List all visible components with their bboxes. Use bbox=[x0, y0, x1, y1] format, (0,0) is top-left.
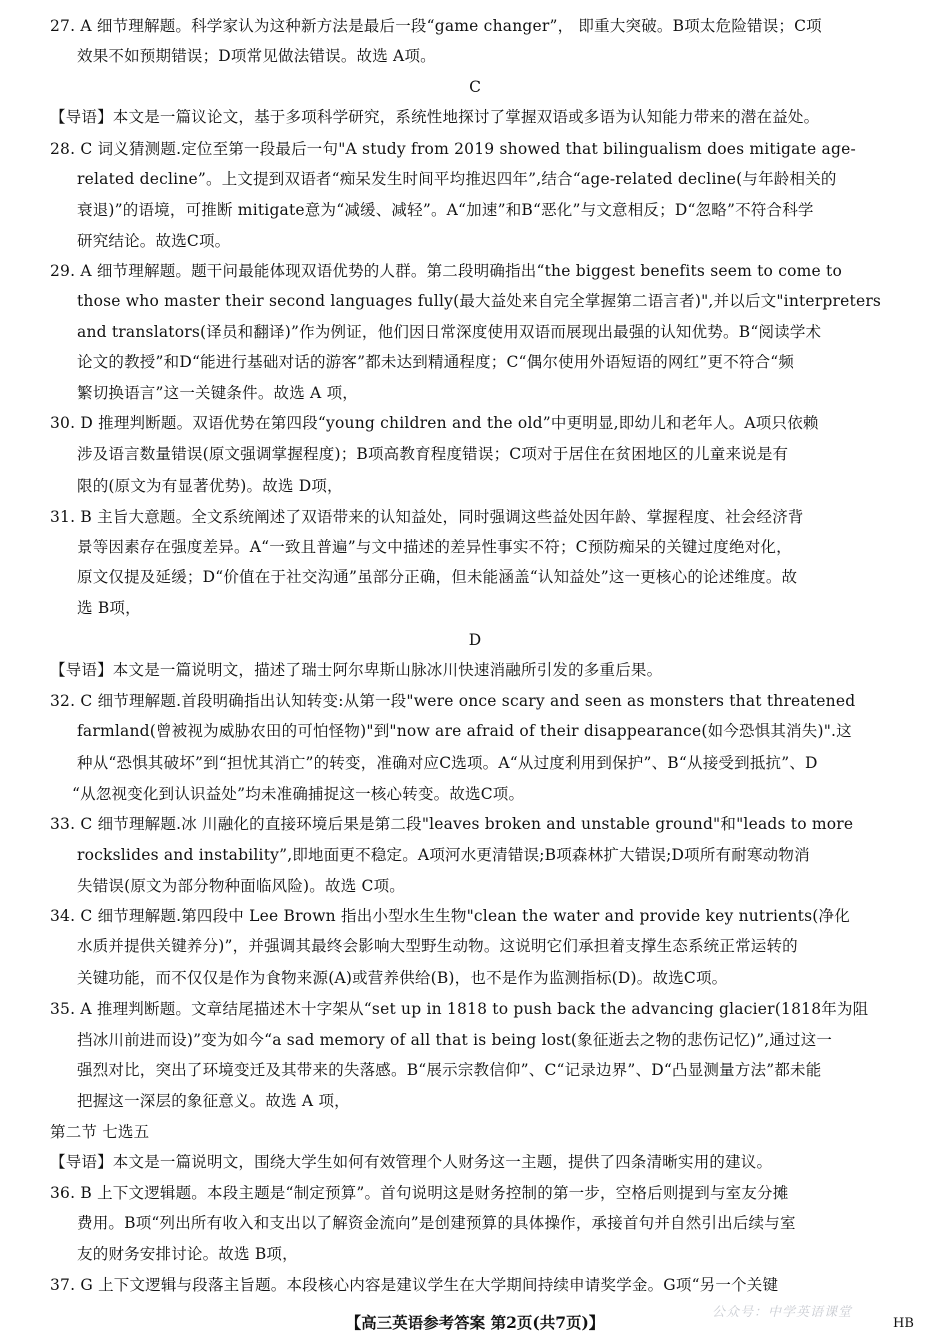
q31-line-2: 景等因素存在强度差异。A“一致且普遍”与文中描述的差异性事实不符；C预防痴呆的关键过度绝对化， bbox=[77, 538, 792, 556]
q30-line-3: 限的(原文为有显著优势)。故选 D项， bbox=[77, 477, 343, 495]
q28-line-3: 衰退)”的语境，可推断 mitigate意为“减缓、减轻”。A“加速”和B“恶化”与文意相反；D“忽略”不符合科学 bbox=[77, 201, 814, 219]
q31-line-4: 选 B项， bbox=[77, 599, 141, 617]
q29-line-1: 29. A 细节理解题。题干问最能体现双语优势的人群。第二段明确指出“the biggest benefits seem to come to bbox=[50, 262, 842, 280]
q28-line-2: related decline”。上文提到双语者“痴呆发生时间平均推迟四年”,结合“age-related decline(与年龄相关的 bbox=[77, 170, 837, 188]
q32-line-2: farmland(曾被视为威胁农田的可怕怪物)"到"now are afraid of their disappearance(如今恐惧其消失)".这 bbox=[77, 722, 852, 740]
seven-choose-five-intro: 【导语】本文是一篇说明文，围绕大学生如何有效管理个人财务这一主题，提供了四条清晰实用的建议。 bbox=[50, 1153, 773, 1171]
section-d-heading: D bbox=[468, 631, 482, 649]
q35-line-1: 35. A 推理判断题。文章结尾描述木十字架从“set up in 1818 to push back the advancing glacier(1818年为阻 bbox=[50, 1000, 869, 1018]
q28-line-4: 研究结论。故选C项。 bbox=[77, 232, 231, 250]
q37-line-1: 37. G 上下文逻辑与段落主旨题。本段核心内容是建议学生在大学期间持续申请奖学金。G项“另一个关键 bbox=[50, 1276, 779, 1294]
q34-line-2: 水质并提供关键养分)”，并强调其最终会影响大型野生动物。这说明它们承担着支撑生态系统正常运转的 bbox=[77, 937, 798, 955]
q29-line-4: 论文的教授”和D“能进行基础对话的游客”都未达到精通程度；C“偶尔使用外语短语的网红”更不符合“频 bbox=[77, 353, 795, 371]
q32-line-4: “从忽视变化到认识益处”均未准确捕捉这一核心转变。故选C项。 bbox=[72, 785, 525, 803]
q35-line-2: 挡冰川前进而设)”变为如今“a sad memory of all that is being lost(象征逝去之物的悲伤记忆)”,通过这一 bbox=[77, 1031, 833, 1049]
q34-line-3: 关键功能，而不仅仅是作为食物来源(A)或营养供给(B)，也不是作为监测指标(D)。故选C项。 bbox=[77, 969, 728, 987]
q27-line-2: 效果不如预期错误；D项常见做法错误。故选 A项。 bbox=[77, 47, 436, 65]
q33-line-2: rockslides and instability”,即地面更不稳定。A项河水更清错误;B项森林扩大错误;D项所有耐寒动物消 bbox=[77, 846, 810, 864]
section-two-heading: 第二节 七选五 bbox=[50, 1123, 150, 1141]
q36-line-2: 费用。B项“列出所有收入和支出以了解资金流向”是创建预算的具体操作，承接首句并自然引出后续与室 bbox=[77, 1214, 796, 1232]
watermark: 公众号：中学英语课堂 bbox=[712, 1305, 853, 1320]
page-footer: 【高三英语参考答案 第2页(共7页)】 bbox=[345, 1313, 605, 1332]
q31-line-1: 31. B 主旨大意题。全文系统阐述了双语带来的认知益处，同时强调这些益处因年龄、掌握程度、社会经济背 bbox=[50, 508, 804, 526]
section-c-heading: C bbox=[469, 78, 481, 96]
q32-line-1: 32. C 细节理解题.首段明确指出认知转变:从第一段"were once scary and seen as monsters that threatened bbox=[50, 692, 856, 710]
q30-line-2: 涉及语言数量错误(原文强调掌握程度)；B项高教育程度错误；C项对于居住在贫困地区的儿童来说是有 bbox=[77, 445, 789, 463]
q32-line-3: 种从“恐惧其破坏”到“担忧其消亡”的转变，准确对应C选项。A“从过度利用到保护”、B“从接受到抵抗”、D bbox=[77, 754, 818, 772]
q36-line-1: 36. B 上下文逻辑题。本段主题是“制定预算”。首句说明这是财务控制的第一步，空格后则提到与室友分摊 bbox=[50, 1184, 789, 1202]
q29-line-2: those who master their second languages fully(最大益处来自完全掌握第二语言者)",并以后文"interpreters bbox=[77, 292, 882, 310]
q27-line-1: 27. A 细节理解题。科学家认为这种新方法是最后一段“game changer”， 即重大突破。B项太危险错误；C项 bbox=[50, 17, 822, 35]
passage-d-intro: 【导语】本文是一篇说明文，描述了瑞士阿尔卑斯山脉冰川快速消融所引发的多重后果。 bbox=[50, 661, 663, 679]
q33-line-1: 33. C 细节理解题.冰 川融化的直接环境后果是第二段"leaves broken and unstable ground"和"leads to more bbox=[50, 815, 854, 833]
passage-c-intro: 【导语】本文是一篇议论文，基于多项科学研究，系统性地探讨了掌握双语或多语为认知能力带来的潜在益处。 bbox=[50, 108, 820, 126]
q35-line-4: 把握这一深层的象征意义。故选 A 项， bbox=[77, 1092, 350, 1110]
q34-line-1: 34. C 细节理解题.第四段中 Lee Brown 指出小型水生生物"clean the water and provide key nutrients(净化 bbox=[50, 907, 850, 925]
q36-line-3: 友的财务安排讨论。故选 B项， bbox=[77, 1245, 298, 1263]
q35-line-3: 强烈对比，突出了环境变迁及其带来的失落感。B“展示宗教信仰”、C“记录边界”、D“凸显测量方法”都未能 bbox=[77, 1061, 822, 1079]
q30-line-1: 30. D 推理判断题。双语优势在第四段“young children and the old”中更明显,即幼儿和老年人。A项只依赖 bbox=[50, 414, 819, 432]
q28-line-1: 28. C 词义猜测题.定位至第一段最后一句"A study from 2019 showed that bilingualism does mitigate age- bbox=[50, 140, 856, 158]
q33-line-3: 失错误(原文为部分物种面临风险)。故选 C项。 bbox=[77, 877, 405, 895]
q29-line-5: 繁切换语言”这一关键条件。故选 A 项， bbox=[77, 384, 358, 402]
q29-line-3: and translators(译员和翻译)”作为例证，他们因日常深度使用双语而展现出最强的认知优势。B“阅读学术 bbox=[77, 323, 822, 341]
q31-line-3: 原文仅提及延缓；D“价值在于社交沟通”虽部分正确，但未能涵盖“认知益处”这一更核心的论述维度。故 bbox=[77, 568, 798, 586]
version-code: HB bbox=[893, 1316, 914, 1331]
